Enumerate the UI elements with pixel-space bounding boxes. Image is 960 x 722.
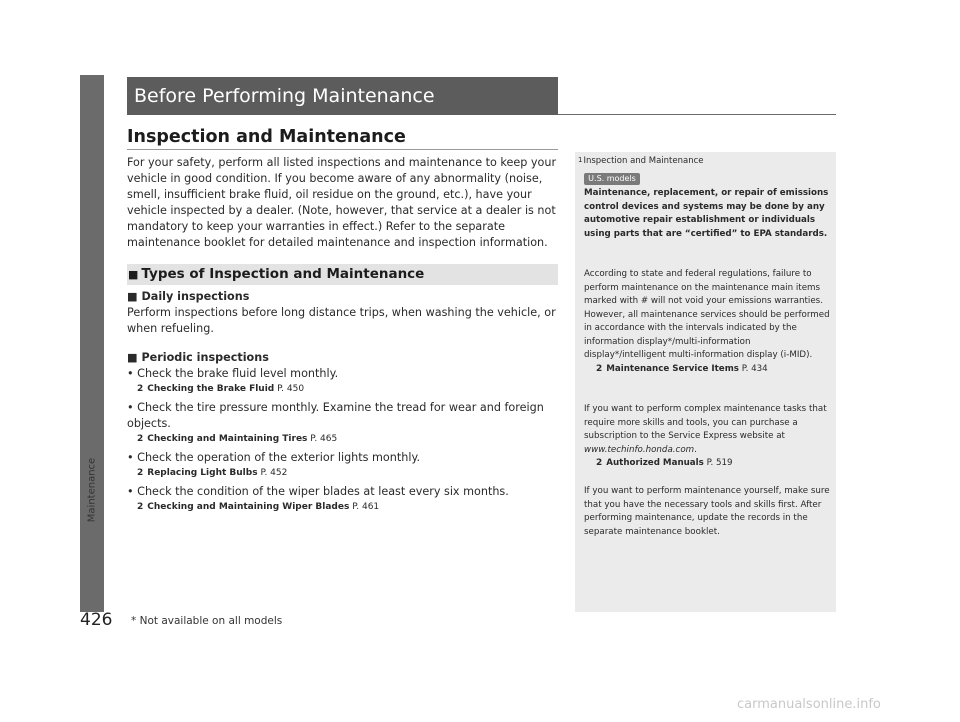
cross-reference[interactable]: 2 Checking and Maintaining Tires P. 465 (127, 432, 559, 447)
page-title: Before Performing Maintenance (127, 77, 558, 115)
list-item: • Check the tire pressure monthly. Examine the tread for wear and foreign objects. (127, 401, 544, 430)
section-heading: Inspection and Maintenance (127, 127, 406, 147)
sidebar-paragraph-1: According to state and federal regulations, failure to perform maintenance on the maintenance main items marked with # will not void your emissions warranties. However, all maintenance services should be performed in accordance with the intervals indicated by the information display*/multi-information display*/intelligent multi-information display (i-MID). 2 Maintenance Service Items P. 434 (584, 268, 830, 376)
footnote: * Not available on all models (131, 615, 283, 627)
cross-reference[interactable]: 2 Checking and Maintaining Wiper Blades P. 461 (127, 500, 559, 515)
daily-inspections (127, 289, 559, 337)
title-rule (558, 114, 836, 115)
website-link[interactable]: www.techinfo.honda.com (584, 444, 695, 455)
reference-arrow-icon: 2 (137, 502, 144, 512)
daily-heading: ■ Daily inspections (127, 290, 250, 303)
periodic-heading: ■ Periodic inspections (127, 351, 269, 364)
sidebar-title: $^1$Inspection and Maintenance (578, 156, 704, 166)
list-item: • Check the condition of the wiper blades at least every six months. (127, 485, 509, 498)
watermark: carmanualsonline.info (737, 697, 881, 712)
cross-reference[interactable]: 2 Maintenance Service Items P. 434 (584, 363, 830, 377)
us-models-badge: U.S. models (584, 173, 640, 185)
list-item: • Check the operation of the exterior lights monthly. (127, 451, 421, 464)
reference-arrow-icon: 2 (596, 363, 603, 374)
note-marker-icon: 1 (578, 156, 583, 164)
periodic-inspections (127, 350, 559, 515)
cross-reference[interactable]: 2 Authorized Manuals P. 519 (584, 457, 830, 471)
heading-rule (127, 149, 558, 150)
subsection-heading: ■ Types of Inspection and Maintenance (127, 264, 558, 285)
sidebar-paragraph-2: If you want to perform complex maintenance tasks that require more skills and tools, you can purchase a subscription to the Service Express website at www.techinfo.honda.com. 2 Authorized Manuals P. 519 (584, 403, 830, 471)
reference-arrow-icon: 2 (137, 434, 144, 444)
square-bullet-icon: ■ (127, 290, 138, 303)
square-bullet-icon: ■ (128, 268, 139, 281)
reference-arrow-icon: 2 (596, 458, 603, 468)
reference-arrow-icon: 2 (137, 468, 144, 478)
sidebar-emissions-note: Maintenance, replacement, or repair of emissions control devices and systems may be done by any automotive repair establishment or individuals using parts that are “certified” to EPA standards. (584, 188, 829, 239)
sidebar-paragraph-3: If you want to perform maintenance yourself, make sure that you have the necessary tools and skills first. After performing maintenance, update the records in the separate maintenance booklet. (584, 486, 830, 537)
reference-arrow-icon: 2 (137, 384, 144, 394)
cross-reference[interactable]: 2 Replacing Light Bulbs P. 452 (127, 466, 559, 481)
cross-reference[interactable]: 2 Checking the Brake Fluid P. 450 (127, 382, 559, 397)
section-side-label: Maintenance (86, 457, 98, 523)
page-number: 426 (80, 610, 113, 630)
daily-text: Perform inspections before long distance trips, when washing the vehicle, or when refueling. (127, 306, 556, 335)
intro-paragraph: For your safety, perform all listed inspections and maintenance to keep your vehicle in good condition. If you become aware of any abnormality (noise, smell, insufficient brake fluid, oil residue on the ground, etc.), have your vehicle inspected by a dealer. (Note, however, that service at a dealer is not mandatory to keep your warranties in effect.) Refer to the separate maintenance booklet for detailed maintenance and inspection information. (127, 156, 557, 249)
square-bullet-icon: ■ (127, 351, 138, 364)
list-item: • Check the brake fluid level monthly. (127, 367, 339, 380)
